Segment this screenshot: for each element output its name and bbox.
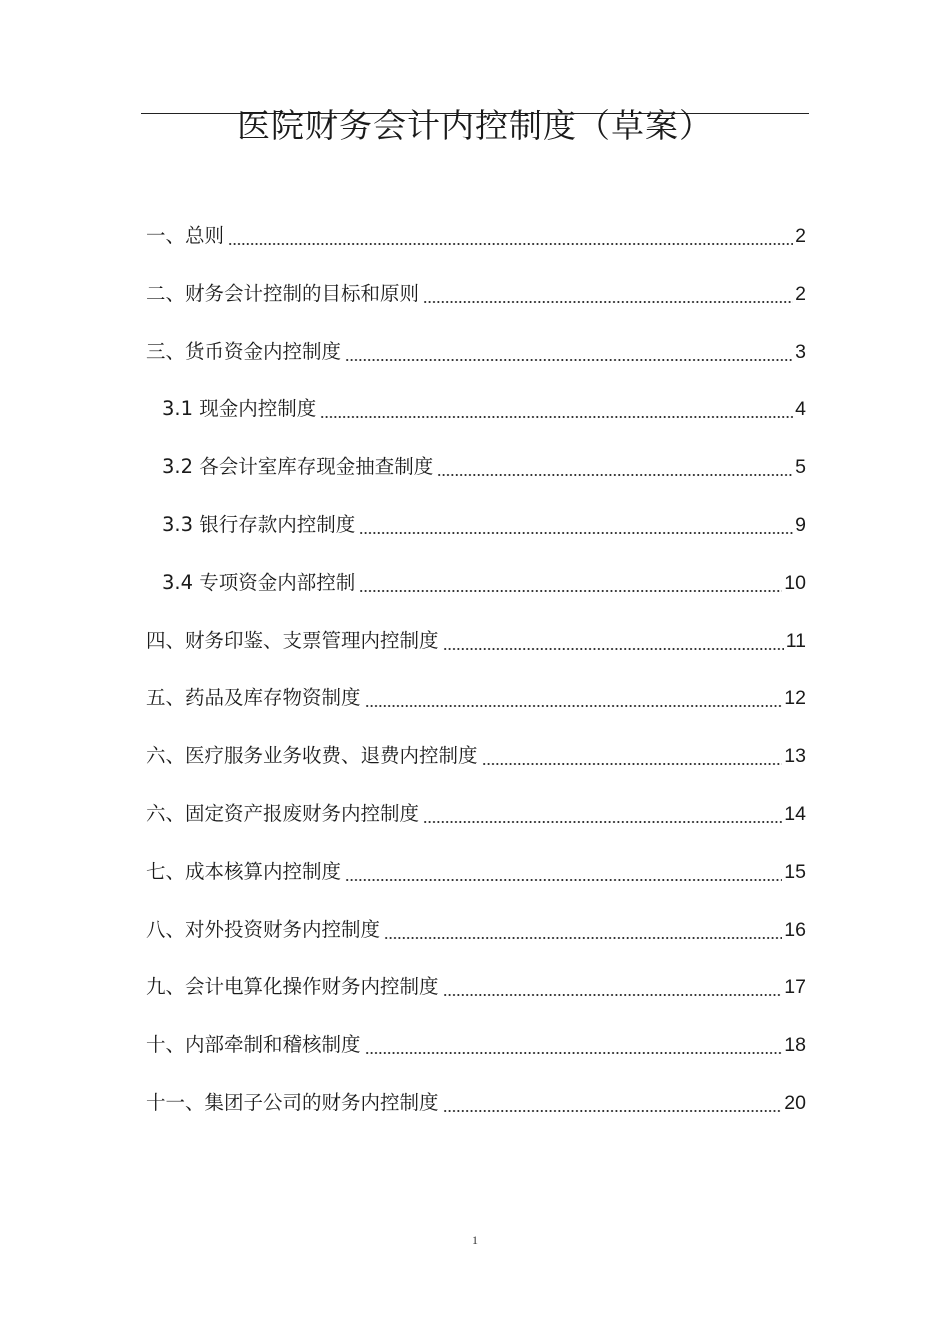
toc-dot-leader: [482, 739, 783, 773]
toc-dot-leader: [384, 913, 782, 947]
toc-dot-leader: [228, 219, 793, 253]
toc-dot-leader: [423, 277, 793, 311]
toc-dot-leader: [359, 566, 782, 600]
toc-entry[interactable]: [146, 913, 806, 971]
toc-dot-leader: [359, 508, 793, 542]
toc-dot-leader: [443, 970, 783, 1004]
toc-entry-label: 六、医疗服务业务收费、退费内控制度: [146, 744, 478, 768]
toc-entry[interactable]: [146, 624, 806, 682]
toc-entry[interactable]: [146, 277, 806, 335]
toc-entry-page: 3: [795, 340, 806, 363]
toc-entry[interactable]: [146, 219, 806, 277]
toc-subentry[interactable]: [146, 508, 806, 566]
toc-entry-page: 16: [784, 918, 806, 941]
toc-entry-page: 14: [784, 802, 806, 825]
toc-dot-leader: [345, 335, 793, 369]
toc-subentry[interactable]: [146, 392, 806, 450]
toc-entry-page: 12: [784, 687, 806, 710]
toc-subentry[interactable]: [146, 566, 806, 624]
toc-entry[interactable]: [146, 1028, 806, 1086]
toc-entry-label: 四、财务印鉴、支票管理内控制度: [146, 628, 439, 652]
toc-entry[interactable]: [146, 681, 806, 739]
toc-entry-label: 十一、集团子公司的财务内控制度: [146, 1090, 439, 1114]
toc-entry-page: 4: [795, 398, 806, 421]
toc-entry-label: 二、财务会计控制的目标和原则: [146, 281, 420, 305]
toc-dot-leader: [443, 1086, 783, 1120]
toc-entry-label: 五、药品及库存物资制度: [146, 686, 361, 710]
toc-entry-label: 八、对外投资财务内控制度: [146, 917, 381, 941]
toc-entry[interactable]: [146, 797, 806, 855]
table-of-contents: [146, 219, 806, 1144]
toc-dot-leader: [320, 392, 793, 426]
toc-entry-page: 2: [795, 225, 806, 247]
toc-entry-page: 5: [795, 456, 806, 479]
toc-entry-page: 11: [785, 629, 806, 652]
toc-entry-page: 10: [784, 571, 806, 594]
toc-entry[interactable]: [146, 855, 806, 913]
toc-entry-label: 3.2 各会计室库存现金抽查制度: [162, 455, 434, 479]
toc-entry-label: 一、总则: [146, 224, 225, 247]
toc-dot-leader: [345, 855, 782, 889]
toc-entry-label: 七、成本核算内控制度: [146, 859, 342, 883]
toc-dot-leader: [423, 797, 782, 831]
toc-dot-leader: [437, 450, 793, 484]
document-title: 医院财务会计内控制度（草案）: [237, 106, 713, 145]
toc-dot-leader: [365, 1028, 783, 1062]
toc-entry-label: 3.3 银行存款内控制度: [162, 512, 356, 536]
toc-entry[interactable]: [146, 335, 806, 393]
toc-dot-leader: [443, 624, 784, 658]
toc-entry[interactable]: [146, 739, 806, 797]
toc-entry[interactable]: [146, 970, 806, 1028]
page-number: 1: [472, 1233, 478, 1247]
toc-entry-page: 9: [795, 513, 806, 536]
toc-entry-page: 15: [784, 860, 806, 883]
toc-entry-label: 十、内部牵制和稽核制度: [146, 1033, 361, 1057]
toc-entry-label: 3.4 专项资金内部控制: [162, 570, 356, 594]
toc-dot-leader: [365, 681, 783, 715]
toc-entry-page: 17: [784, 976, 806, 999]
toc-entry-label: 3.1 现金内控制度: [162, 397, 317, 421]
toc-entry-page: 13: [784, 745, 806, 768]
toc-entry-label: 九、会计电算化操作财务内控制度: [146, 975, 439, 999]
toc-entry-page: 18: [784, 1034, 806, 1057]
toc-entry-page: 20: [784, 1091, 806, 1114]
toc-entry-label: 三、货币资金内控制度: [146, 339, 342, 363]
toc-entry-label: 六、固定资产报废财务内控制度: [146, 801, 420, 825]
toc-entry-page: 2: [795, 282, 806, 305]
toc-subentry[interactable]: [146, 450, 806, 508]
toc-entry[interactable]: [146, 1086, 806, 1144]
